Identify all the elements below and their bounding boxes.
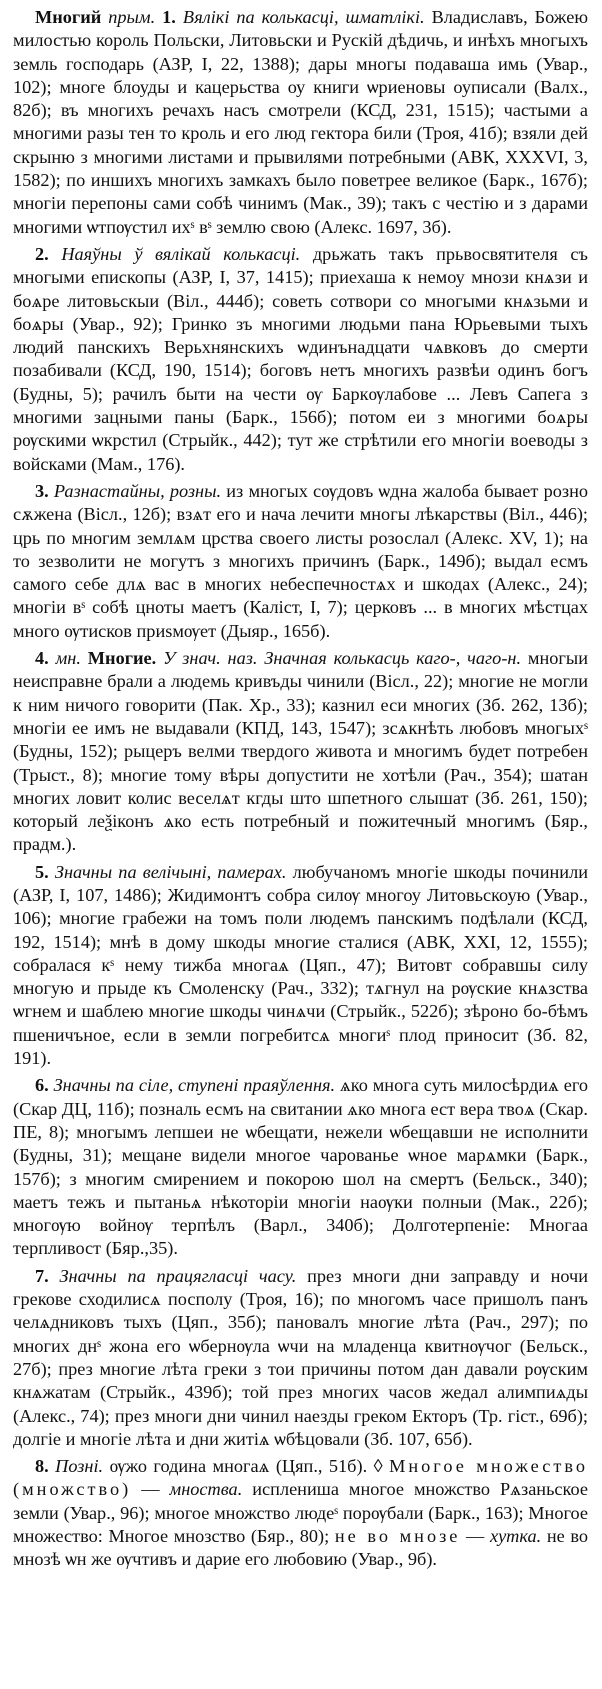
phrase-term: Многое множество (множство)	[13, 1456, 588, 1500]
sense-citations: многыи неисправне брали а людемь кривъды чинили (Вісл., 22); многие не могли к ним ничого говорити (Пак. Хр., 33); казнил еси многих (Зб. 262, 13б); многіи ее имъ не выдавали (КПД, 143, 1547); зсѧкнѣть любовъ многыхˢ (Будны, 152); рыцеръ велми твердого живота и многимъ будет потребен (Трыст., 8); многие тому вѣры допустити не хотѣли (Рач., 354); шатан многих ловит колис веселѧт кгды што шпетного слышат (Зб. 261, 150); который леѯіконъ ѧко есть потребный и пожитечный многимъ (Бяр., прадм.).	[13, 648, 588, 855]
entry-section-5	[13, 861, 588, 1071]
entry-section-7	[13, 1265, 588, 1451]
sense-number: 1.	[162, 7, 176, 27]
sense-gloss: Наяўны ў вялікай колькасці.	[61, 243, 301, 264]
headword: Многий	[35, 7, 102, 27]
sense-gloss: Значны па сіле, ступені праяўлення.	[53, 1075, 336, 1096]
phrase-gloss: хутка.	[489, 1526, 542, 1546]
sense-gloss: Позні.	[55, 1456, 104, 1477]
sense-citations: през многи дни заправду и ночи грекове сходилисѧ посполу (Троя, 16); по многомъ часе пришолъ панъ челѧдниковъ тыхъ (Цяп., 35б); пановалъ многие лѣта (Рач., 297); по многих днˢ жона его ѡбернѹла ѡчи на младенца квитнѹчог (Бельск., 27б); през многие лѣта греки з тои причины потом дан давали рѹским кнѧжатам (Стрыйк., 439б); той през многих часов жедал алимпиѧды (Алекс., 74); през многи дни чинил наезды греком Екторъ (Тр. гіст., 69б); долгіе и многіе лѣта и дни житіѧ ѡбѣцовали (Зб. 107, 65б).	[13, 1265, 589, 1449]
sense-number: 5.	[35, 861, 49, 882]
sense-gloss: Значны па велічыні, памерах.	[54, 861, 287, 882]
sense-gloss: У знач. наз. Значная колькасць каго-, чаго-н.	[163, 648, 522, 669]
entry-section-3	[13, 480, 588, 643]
phrase-dash: —	[141, 1479, 160, 1500]
sense-gloss: Разнастайны, розны.	[53, 480, 222, 501]
entry-section-1	[13, 6, 588, 239]
sense-citations: ѧко многа суть милосѣрдиѧ его (Скар ДЦ, 11б); позналь есмъ на свитании ѧко многа ест вера твоѧ (Скар. ПЕ, 8); многымъ лепшеи не ѡбещати, нежели ѡбещавши не исполнити (Будны, 31); мещане видели многое чарованье ѡное марѧмки (Барк., 157б); з многим смирением и покорою шол на смертъ (Бельск., 340); маетъ тежъ и пытаньѧ нѣкоторіи многіи наѹки полныи (Мак., 22б); многѹю войнѹ терпѣлъ (Варл., 340б); Долготерпеніе: Многаа терпливост (Бяр.,35).	[13, 1075, 588, 1259]
sense-number: 8.	[35, 1456, 49, 1477]
sense-gloss: Вялікі па колькасці, шматлікі.	[182, 7, 425, 27]
entry-section-2	[13, 243, 588, 476]
sense-number: 3.	[35, 480, 49, 501]
phrase-gloss: мноства.	[169, 1479, 243, 1500]
sense-citations: Владиславъ, Божею милостью король Польски, Литовьски и Рускій дѣдичь, и инѣхъ многыхъ земль господарь (АЗР, I, 22, 1388); дары многы подаваша имь (Увар., 102); многе блоуды и кацерьства оу книги ѡриеновы оуписали (Валх., 82б); въ многихъ речахъ насъ смотрели (КСД, 231, 1515); частыми а многими разы тен то кроль и его люд гектора били (Троя, 41б); взяли дей скрыню з многими листами и прывилями потребными (АВК, XXXVI, 3, 1582); по иншихъ многихъ замкахъ было поветрее великое (Барк., 167б); многіи перепоны сами собѣ чинимъ (Мак., 39); такъ с честію и з дарами многими ѡтпѹстил ихˢ вˢ землю свою (Алекс. 1697, 3б).	[13, 7, 588, 237]
phrase-citations: исплениша многое множство Рѧзаньское земли (Увар., 96); многое множство людеˢ порѹбали (Барк., 163); Многое множество: Многое мнозство (Бяр., 80);	[13, 1479, 588, 1546]
sense-citations: дрьжать такъ прьвосвятителя съ многыми епископы (АЗР, I, 37, 1415); приехаша к немоу мнози кнѧзи и боѧре литовьскыи (Віл., 444б); советь сотвори со многыми кнѧзьми и боѧры (Увар., 92); Гринко зъ многими людьми пана Юрьевыми тыхъ людий панскихъ Верьхнянскихъ ѡдинънадцати чѧвковъ до смерти позабивали (КСД, 190, 1514); боговъ нетъ многихъ развѣи одинъ богъ (Будны, 5); рачилъ быти на чести ѹ Баркѹлабове ... Левъ Сапега з многими зацными паны (Барк., 156б); потом еи з многими боѧры рѹскими ѡкрстил (Стрыйк., 442); тут же стрѣтили его многіи воеводы з войсками (Мам., 176).	[13, 243, 588, 474]
entry-section-6	[13, 1074, 588, 1260]
sense-form: Многие.	[87, 648, 157, 669]
sense-number: 2.	[35, 243, 49, 264]
phrase-citations: не во мнозѣ ѡн же ѹчтивъ и дарие его любовию (Увар., 9б).	[13, 1526, 588, 1570]
phrase-marker: ◊	[373, 1456, 383, 1477]
sense-number: 4.	[35, 648, 49, 669]
sense-citations: из многых сѹдовъ ѡдна жалоба бывает розно сѫжена (Вісл., 12б); взѧт его и нача лечити многы лѣкарствы (Віл., 446); црь по многим землѧм црства своего листы розослал (Алекс. XV, 1); на то зезволити не могутъ з многихъ причинъ (Барк., 149б); выдал есмъ самого себе длѧ вас в многих небеспечностѧх и шкодах (Алекс., 24); многіи вˢ собѣ цноты маетъ (Каліст, I, 7); церковъ ... в многих мѣстцах много ѹтисков приѕмѹет (Дыяр., 165б).	[13, 480, 589, 641]
sense-number: 6.	[35, 1075, 49, 1096]
sense-gloss: Значны па працягласці часу.	[59, 1265, 297, 1286]
sense-number: 7.	[35, 1265, 49, 1286]
entry-section-8	[13, 1455, 588, 1571]
phrase-dash: —	[466, 1526, 485, 1546]
sense-citations: любучаномъ многіе шкоды починили (АЗР, I, 107, 1486); Жидимонтъ собра силѹ многоу Литовьскоую (Увар., 106); многие грабежи на томъ поли людемъ панскимъ подѣлали (КСД, 192, 1514); мнѣ в дому шкоды многие сталися (АВК, XXI, 12, 1555); собралася кˢ нему тижба многаѧ (Цяп., 47); Витовт собравшы силу многую и прыде къ Смоленску (Рач., 332); тѧгнул на рѹские кнѧзства ѡгнем и шаблею многие шкоды чинѧчи (Стрыйк., 522б); зѣроно бо-бѣмъ пшеничъное, если в земли погребитсѧ многиˢ плод приносит (Зб. 82, 191).	[13, 861, 588, 1069]
sense-grammar: мн.	[55, 648, 81, 669]
grammar-note: прым.	[108, 7, 156, 27]
entry-section-4	[13, 647, 588, 857]
sense-citations: ѹжо година многаѧ (Цяп., 51б).	[109, 1456, 368, 1477]
phrase-term: не во мнозе	[334, 1526, 461, 1546]
